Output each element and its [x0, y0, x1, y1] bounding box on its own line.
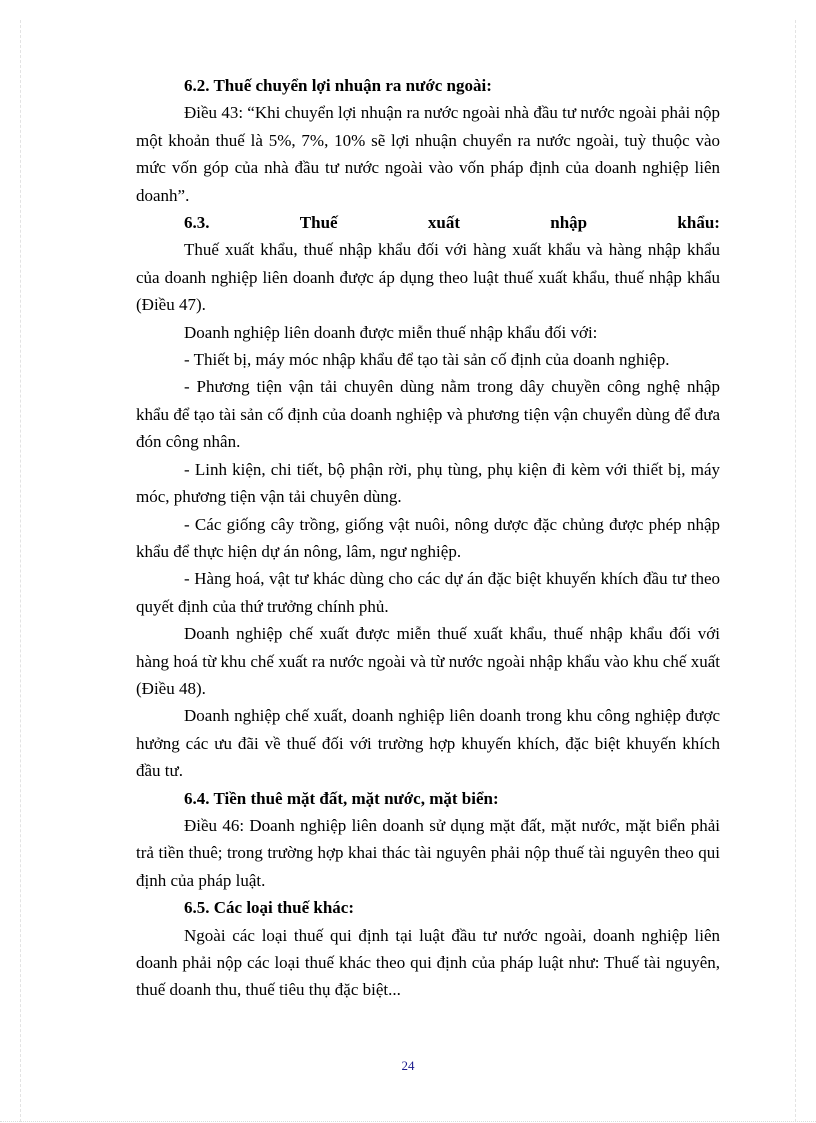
section-6-4-paragraph: Điều 46: Doanh nghiệp liên doanh sử dụng mặt đất, mặt nước, mặt biển phải trả tiền thuê; trong trường hợp khai thác tài nguyên phải nộp thuế tài nguyên theo qui định của pháp luật. [136, 815, 720, 890]
section-6-5-heading: 6.5. Các loại thuế khác: [184, 898, 354, 918]
section-6-2-heading: 6.2. Thuế chuyển lợi nhuận ra nước ngoài: [184, 76, 492, 95]
footer-divider [0, 1121, 816, 1122]
section-6-4-heading: 6.4. Tiền thuê mặt đất, mặt nước, mặt biển: [184, 788, 499, 808]
list-item: - Phương tiện vận tải chuyên dùng nằm trong dây chuyền công nghệ nhập khẩu để tạo tài sản cố định của doanh nghiệp và phương tiện vận chuyển dùng để đưa đón công nhân. [136, 377, 720, 452]
section-6-3-heading [136, 209, 720, 236]
section-6-2-paragraph: Điều 43: “Khi chuyển lợi nhuận ra nước ngoài nhà đầu tư nước ngoài phải nộp một khoản thuế là 5%, 7%, 10% sẽ lợi nhuận chuyển ra nước ngoài, tuỳ thuộc vào mức vốn góp của nhà đầu tư nước ngoài vào vốn pháp định của doanh nghiệp liên doanh”. [136, 103, 720, 205]
page-number: 24 [401, 1058, 415, 1073]
section-6-3-paragraph-2: Doanh nghiệp liên doanh được miễn thuế nhập khẩu đối với: [184, 322, 598, 342]
heading-word: xuất [427, 213, 460, 233]
section-6-3-paragraph-4: Doanh nghiệp chế xuất, doanh nghiệp liên doanh trong khu công nghiệp được hưởng các ưu đãi về thuế đối với trường hợp khuyến khích, đặc biệt khuyến khích đầu tư. [136, 706, 720, 781]
list-item: - Thiết bị, máy móc nhập khẩu để tạo tài sản cố định của doanh nghiệp. [184, 350, 670, 370]
section-6-5-paragraph: Ngoài các loại thuế qui định tại luật đầu tư nước ngoài, doanh nghiệp liên doanh phải nộp các loại thuế khác theo qui định của pháp luật như: Thuế tài nguyên, thuế doanh thu, thuế tiêu thụ đặc biệt... [136, 925, 720, 1000]
heading-word: 6.3. [184, 213, 210, 233]
list-item: - Linh kiện, chi tiết, bộ phận rời, phụ tùng, phụ kiện đi kèm với thiết bị, máy móc, phương tiện vận tải chuyên dùng. [136, 459, 720, 507]
list-item: - Hàng hoá, vật tư khác dùng cho các dự án đặc biệt khuyến khích đầu tư theo quyết định của thứ trưởng chính phủ. [136, 569, 720, 616]
document-body [136, 72, 720, 1004]
section-6-3-paragraph-1: Thuế xuất khẩu, thuế nhập khẩu đối với hàng xuất khẩu và hàng nhập khẩu của doanh nghiệp liên doanh được áp dụng theo luật thuế xuất khẩu, thuế nhập khẩu (Điều 47). [136, 240, 720, 315]
list-item: - Các giống cây trồng, giống vật nuôi, nông dược đặc chủng được phép nhập khẩu để thực hiện dự án nông, lâm, ngư nghiệp. [136, 514, 720, 561]
section-6-3-paragraph-3: Doanh nghiệp chế xuất được miễn thuế xuất khẩu, thuế nhập khẩu đối với hàng hoá từ khu chế xuất ra nước ngoài và từ nước ngoài nhập khẩu vào khu chế xuất (Điều 48). [136, 624, 720, 698]
heading-word: nhập [550, 213, 588, 233]
heading-word: khẩu: [677, 213, 720, 233]
heading-word: Thuế [299, 213, 338, 233]
